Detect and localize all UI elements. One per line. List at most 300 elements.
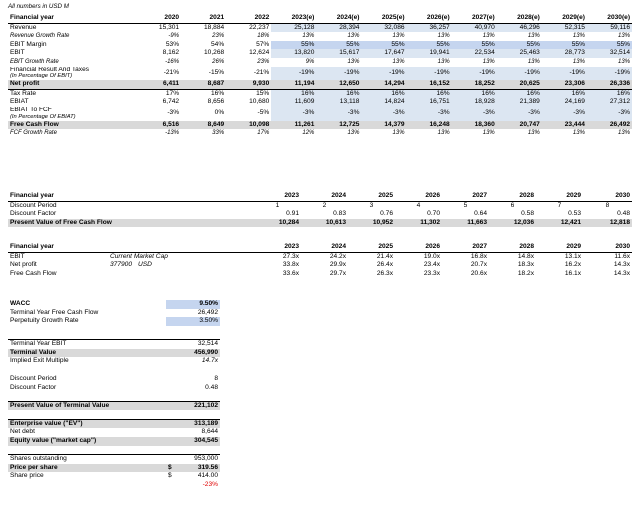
table-cell[interactable]: -3% [587,107,632,121]
table-cell: 17% [136,89,181,98]
year-header: 2030(e) [607,14,631,21]
table-cell: 0.91 [286,210,300,218]
table-cell: 11,302 [395,219,442,228]
table-cell[interactable]: 55% [497,41,542,50]
year-header: 2024 [331,243,347,250]
dp-row [8,375,220,384]
table-cell: -15% [208,68,225,76]
multiples-table [8,243,632,278]
table-row [8,41,632,50]
table-cell: 13% [437,130,450,137]
year-header: 2025(e) [381,14,405,21]
table-cell: 29.9x [329,261,347,269]
table-cell: 27.3x [254,252,301,261]
table-cell[interactable]: -3% [497,107,542,121]
dp-label: Discount Period [10,375,57,383]
table-cell[interactable]: 52,315 [542,23,587,32]
table-row [8,49,632,58]
table-cell[interactable]: 16% [271,89,316,98]
table-cell[interactable]: -19% [407,67,452,81]
table-cell[interactable]: -19% [452,67,497,81]
year-header: 2023 [284,243,300,250]
table-cell: 23% [257,58,270,65]
year-header: 2028(e) [517,14,540,21]
table-cell[interactable]: -19% [361,67,406,81]
table-cell: 8,649 [181,121,226,130]
tyebit-value: 32,514 [166,340,220,349]
row-label: EBIT [8,252,108,261]
table-cell: 8,162 [162,49,180,57]
sp-currency: $ [168,472,172,480]
table-cell: 14.3x [613,269,631,277]
df-row [8,384,220,393]
row-label: EBIAT [10,98,29,106]
tv-value: 456,990 [166,349,220,358]
table-cell: 16.8x [442,252,489,261]
table-cell: 13% [572,130,585,137]
year-header: 2023(e) [291,14,315,21]
year-header: 2020 [164,14,180,21]
row-label: EBIT [10,49,25,57]
table-cell: 13% [618,58,631,65]
table-cell: -21% [163,68,180,76]
eqv-label: Equity value ("market cap") [8,437,166,446]
table-cell[interactable]: 16% [542,89,587,98]
table-cell: 12,650 [316,80,361,89]
table-cell: 26.4x [376,261,394,269]
table-cell: 0.53 [568,210,582,218]
table-cell: 15,301 [136,23,181,32]
so-label: Shares outstanding [8,455,166,464]
so-row [8,455,220,464]
pvtv-row [8,401,220,410]
year-header: 2030 [615,243,631,250]
table-cell: 0.58 [521,210,535,218]
table-cell: 12,725 [316,121,361,130]
table-row [8,58,632,67]
ev-row [8,419,220,428]
table-cell: 20.7x [470,261,488,269]
table-cell: 33% [212,130,225,137]
table-cell: 17% [257,130,270,137]
table-cell[interactable]: -3% [407,107,452,121]
table-cell: 6,742 [162,98,180,106]
header-label: Financial year [10,192,54,199]
dp-value: 8 [214,375,219,383]
year-header: 2022 [254,14,270,21]
table-cell: 5 [442,201,489,210]
table-cell[interactable]: 55% [361,41,406,50]
table-cell: 12% [302,130,315,137]
table-cell: -21% [253,68,270,76]
row-label: FCF Growth Rate [10,130,57,137]
year-header: 2026 [425,192,441,199]
table-cell: 10,098 [226,121,271,130]
table-cell[interactable]: 21,389 [497,98,542,107]
year-header: 2029 [566,192,582,199]
year-header: 2029(e) [562,14,585,21]
table-cell[interactable]: 27,312 [587,98,632,107]
table-cell: 18.2x [517,269,535,277]
table-cell[interactable]: 16% [316,89,361,98]
iem-row [8,357,220,366]
table-cell: 13% [347,130,360,137]
table-cell[interactable]: 55% [542,41,587,50]
table-row [8,129,632,138]
table-cell: 13% [618,130,631,137]
table-cell[interactable]: 24,169 [542,98,587,107]
table-cell: 14,379 [361,121,406,130]
table-cell: 23% [212,33,225,40]
table-cell: 10,268 [204,49,225,57]
year-header: 2026 [425,243,441,250]
table-cell: 26.3x [376,269,394,277]
table-row [8,210,632,219]
pps-label: Price per share [8,464,166,473]
table-cell: 18% [257,33,270,40]
projection-table [8,14,632,138]
table-cell: -9% [168,33,180,40]
row-label-sub: (In Percentage Of EBIT) [10,73,73,80]
table-cell: 12,036 [489,219,536,228]
table-cell: 23.3x [423,269,441,277]
pps-value: 319.56 [188,464,220,473]
table-cell: 26,336 [587,80,632,89]
table-cell: 6 [489,201,536,210]
table-cell[interactable]: -19% [316,67,361,81]
table-row [8,201,632,210]
table-cell: 0.70 [427,210,441,218]
row-label: Free Cash Flow [8,121,136,130]
table-cell[interactable]: 16% [452,89,497,98]
row-label: Net profit [8,80,136,89]
table-row [8,32,632,41]
pvtv-label: Present Value of Terminal Value [8,401,166,410]
table-cell[interactable]: 36,257 [407,23,452,32]
table-cell[interactable]: 55% [316,41,361,50]
table-cell: 54% [210,40,225,48]
table-cell: 20,747 [497,121,542,130]
table-cell: 0.48 [617,210,631,218]
table-cell: 23,444 [542,121,587,130]
table-cell[interactable]: 11,609 [271,98,316,107]
table-cell[interactable]: 59,116 [587,23,632,32]
pvtv-value: 221,102 [166,401,220,410]
header-row [8,14,632,23]
pgr-label: Perpetuity Growth Rate [10,317,79,325]
table-cell[interactable]: 15,617 [316,49,361,58]
market-cap-cell [108,261,254,270]
table-cell: 24.2x [301,252,348,261]
year-header: 2029 [566,243,582,250]
pps-row [8,464,220,473]
table-cell: 14.8x [489,252,536,261]
year-header: 2027 [472,243,488,250]
table-cell[interactable]: 16% [497,89,542,98]
table-cell: 12,624 [249,49,270,57]
eqv-row [8,437,220,446]
table-cell: 18,884 [181,23,226,32]
table-cell[interactable]: 46,296 [497,23,542,32]
table-cell: 26,492 [587,121,632,130]
table-cell: 13% [618,33,631,40]
table-cell: 0.83 [333,210,347,218]
wacc-value[interactable]: 9.50% [166,300,220,309]
table-row [8,67,632,81]
upside-downside-value: -23% [202,480,219,488]
ev-label: Enterprise value ("EV") [8,419,166,428]
table-cell: 8 [583,201,632,210]
table-cell: 11.6x [583,252,632,261]
row-label [8,107,136,121]
table-cell[interactable]: 13,118 [316,98,361,107]
table-cell[interactable]: 18,928 [452,98,497,107]
table-cell[interactable]: 14,824 [361,98,406,107]
valuation-table [8,300,220,490]
iem-label: Implied Exit Multiple [10,357,69,365]
df-label: Discount Factor [10,383,57,391]
table-cell: 12,421 [536,219,583,228]
year-header: 2025 [378,192,394,199]
sp-row [8,472,220,481]
units-note: All numbers in USD M [8,3,69,10]
table-cell[interactable]: -3% [542,107,587,121]
row-label: EBIT Margin [10,40,47,48]
pgr-value[interactable]: 3.50% [166,317,220,326]
tyfcf-row [8,309,220,318]
table-cell: 0.64 [474,210,488,218]
year-header: 2026(e) [426,14,450,21]
table-cell: 29.7x [329,269,347,277]
row-label: Free Cash Flow [10,269,57,277]
row-label: Revenue Growth Rate [10,33,70,40]
table-cell: 19.0x [395,252,442,261]
table-row [8,121,632,130]
header-label: Financial year [10,14,54,21]
row-label [8,67,136,81]
table-cell[interactable]: 16,751 [407,98,452,107]
table-cell: 16,248 [407,121,452,130]
table-cell[interactable]: 16% [407,89,452,98]
nd-label: Net debt [10,428,35,436]
tyfcf-value: 26,492 [197,308,219,316]
wacc-row [8,300,220,309]
row-label: EBIT Growth Rate [10,58,59,65]
market-cap-unit: USD [138,261,152,269]
table-cell: 20,625 [497,80,542,89]
table-cell: 18,360 [452,121,497,130]
table-cell[interactable]: -3% [452,107,497,121]
table-cell[interactable]: 19,941 [407,49,452,58]
table-cell: -3% [167,109,180,117]
table-cell: 0% [214,109,225,117]
table-cell: 23,306 [542,80,587,89]
table-cell: 13% [527,33,540,40]
row-label: Discount Period [8,201,254,210]
table-row [8,261,632,270]
table-cell[interactable]: -19% [587,67,632,81]
header-row [8,192,632,201]
table-cell[interactable]: 32,086 [361,23,406,32]
sp-label: Share price [10,472,44,480]
table-cell: 6,516 [136,121,181,130]
table-cell: 13% [437,58,450,65]
table-cell[interactable]: -3% [361,107,406,121]
table-cell: 23.4x [423,261,441,269]
table-cell: 10,680 [249,98,270,106]
table-row [8,252,632,261]
year-header: 2023 [284,192,300,199]
table-cell: 13% [437,33,450,40]
discount-table [8,192,632,227]
table-cell[interactable]: 32,514 [587,49,632,58]
table-cell[interactable]: -3% [271,107,316,121]
row-label: Revenue [8,23,136,32]
table-cell: 33.8x [282,261,300,269]
tyebit-label: Terminal Year EBIT [8,340,166,349]
table-cell: 3 [348,201,395,210]
ev-value: 313,189 [166,419,220,428]
table-cell[interactable]: 16% [361,89,406,98]
table-cell: 15% [226,89,271,98]
sp-value: 414.00 [197,472,219,480]
table-cell: 11,261 [271,121,316,130]
table-cell[interactable]: 13,820 [271,49,316,58]
table-cell: 12,818 [583,219,632,228]
tyebit-row [8,340,220,349]
row-label: Tax Rate [8,89,136,98]
table-cell[interactable]: 25,463 [497,49,542,58]
table-cell: 14,294 [361,80,406,89]
table-cell: 7 [536,201,583,210]
table-cell[interactable]: 55% [587,41,632,50]
table-cell: 4 [395,201,442,210]
wacc-label: WACC [10,300,31,307]
table-cell: 21.4x [348,252,395,261]
year-header: 2024(e) [336,14,360,21]
table-cell[interactable]: -19% [542,67,587,81]
table-cell: 10,284 [254,219,301,228]
table-cell: 20.6x [470,269,488,277]
table-cell: 9,930 [226,80,271,89]
table-cell: 13% [482,33,495,40]
table-cell: 13% [347,58,360,65]
table-cell: 13.1x [536,252,583,261]
so-value: 953,000 [166,455,220,464]
year-header: 2030 [615,192,631,199]
table-cell: 11,194 [271,80,316,89]
pgr-row [8,317,220,326]
table-cell: 26% [212,58,225,65]
tv-label: Terminal Value [8,349,166,358]
year-header: 2028 [519,243,535,250]
table-cell[interactable]: 25,128 [271,23,316,32]
table-cell: 13% [392,130,405,137]
year-header: 2021 [209,14,225,21]
table-cell[interactable]: 55% [271,41,316,50]
table-row [8,80,632,89]
tv-row [8,349,220,358]
table-cell: 14.3x [613,261,631,269]
row-label-main: Financial Result And Taxes [10,66,90,73]
year-header: 2028 [519,192,535,199]
row-label-main: EBIAT To FCF [10,106,52,113]
table-cell[interactable]: -19% [271,67,316,81]
table-cell: 53% [165,40,180,48]
table-cell: 2 [301,201,348,210]
table-cell[interactable]: 40,970 [452,23,497,32]
table-cell: 13% [572,58,585,65]
table-cell: 18.3x [517,261,535,269]
table-cell: 13% [392,58,405,65]
updown-row [8,481,220,490]
table-cell[interactable]: 22,534 [452,49,497,58]
eqv-value: 304,545 [166,437,220,446]
table-cell[interactable]: 17,647 [361,49,406,58]
table-cell: 13% [527,58,540,65]
header-label: Financial year [10,243,54,250]
row-label-sub: (In Percentage Of EBIAT) [10,113,76,120]
year-header: 2025 [378,243,394,250]
table-cell: -16% [165,58,180,65]
table-row [8,23,632,32]
table-cell[interactable]: 28,394 [316,23,361,32]
table-cell: 10,952 [348,219,395,228]
table-cell: 16.2x [564,261,582,269]
table-cell[interactable]: -3% [316,107,361,121]
nd-row [8,428,220,437]
table-cell[interactable]: -19% [497,67,542,81]
row-label: Net profit [10,261,37,269]
year-header: 2024 [331,192,347,199]
table-row [8,270,632,279]
iem-value: 14.7x [201,357,219,365]
table-cell: 33.6x [282,269,300,277]
table-cell: 16% [181,89,226,98]
table-cell: -5% [257,109,270,117]
table-cell: 13% [572,33,585,40]
row-label: Discount Factor [10,210,57,218]
table-cell: 13% [482,58,495,65]
year-header: 2027(e) [472,14,495,21]
table-row [8,89,632,98]
table-cell[interactable]: 55% [452,41,497,50]
nd-value: 8,644 [201,428,219,436]
table-cell: 22,237 [226,23,271,32]
table-cell: 10,613 [301,219,348,228]
table-cell: 13% [527,130,540,137]
table-cell: 13% [347,33,360,40]
table-cell: 6,411 [136,80,181,89]
table-cell: 9% [305,58,315,65]
year-header: 2027 [472,192,488,199]
table-cell[interactable]: 28,773 [542,49,587,58]
table-row [8,107,632,121]
df-value: 0.48 [205,383,219,391]
tyfcf-label: Terminal Year Free Cash Flow [10,308,99,316]
table-cell: 8,687 [181,80,226,89]
table-cell: -13% [165,130,180,137]
table-cell[interactable]: 55% [407,41,452,50]
table-row [8,219,632,228]
market-cap-cell: Current Market Cap [108,252,254,261]
market-cap-value[interactable]: 377900 [110,261,133,269]
pps-currency: $ [166,464,188,473]
header-row [8,243,632,252]
table-cell[interactable]: 16% [587,89,632,98]
table-cell: 57% [256,40,270,48]
table-cell: 1 [254,201,301,210]
